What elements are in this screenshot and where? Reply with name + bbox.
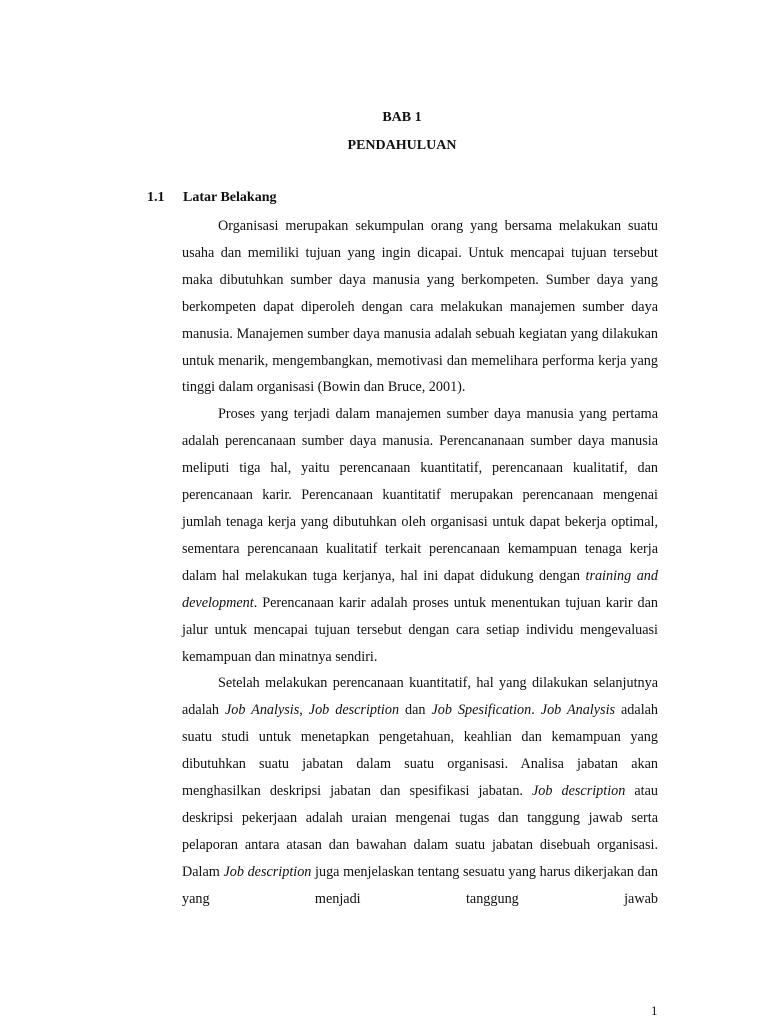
italic-term: Job description [223,863,312,880]
paragraph-2 [182,401,658,670]
paragraph-2-text-a: Proses yang terjadi dalam manajemen sumber daya manusia yang pertama adalah perencanaan sumber daya manusia. Perencananaan sumber daya manusia meliputi tiga hal, yaitu perencanaan kuantitatif, perencanaan kualitatif, dan perencanaan karir. Perencanaan kuantitatif merupakan perencanaan mengenai jumlah tenaga kerja yang dibutuhkan oleh organisasi untuk dapat bekerja optimal, sementara perencanaan kualitatif terkait perencanaan kemampuan tenaga kerja dalam hal melakukan tuga kerjanya, hal ini dapat didukung dengan [182,406,658,584]
paragraph-3-text-f: atau deskripsi pekerjaan adalah uraian mengenai tugas dan tanggung jawab serta pelaporan antara atasan dan bawahan dalam suatu jabatan disebuah organisasi. Dalam [182,783,658,880]
italic-term: Job Spesification [431,702,532,719]
chapter-title: PENDAHULUAN [347,138,457,153]
paragraph-3-text-c: dan [399,702,432,719]
italic-term: training and development [182,567,658,611]
paragraph-3-text-d: . [531,702,541,719]
italic-term: Job description [532,783,626,800]
body-text [182,213,658,913]
italic-term: Job Analysis [540,702,616,719]
chapter-label: BAB 1 [382,110,422,125]
paragraph-3 [182,670,658,912]
paragraph-2-text-b: . Perencanaan karir adalah proses untuk menentukan tujuan karir dan jalur untuk mencapai tujuan tersebut dengan cara setiap individu mengevaluasi kemampuan dan minatnya sendiri. [182,594,658,665]
paragraph-1: Organisasi merupakan sekumpulan orang yang bersama melakukan suatu usaha dan memiliki tujuan yang ingin dicapai. Untuk mencapai tujuan tersebut maka dibutuhkan sumber daya manusia yang berkompeten. Sumber daya yang berkompeten dapat diperoleh dengan cara melakukan manajemen sumber daya manusia. Manajemen sumber daya manusia adalah sebuah kegiatan yang dilakukan untuk menarik, mengembangkan, memotivasi dan memelihara performa kerja yang tinggi dalam organisasi (Bowin dan Bruce, 2001). [182,218,658,396]
page-number: 1 [651,1003,658,1018]
paragraph-3-text-a: Setelah melakukan perencanaan kuantitatif, hal yang dilakukan selanjutnya adalah [182,675,658,719]
section-title: Latar Belakang [183,190,277,205]
section-number: 1.1 [147,190,165,205]
paragraph-3-text-e: adalah suatu studi untuk menetapkan pengetahuan, keahlian dan kemampuan yang dibutuhkan suatu jabatan dalam suatu organisasi. Analisa jabatan akan menghasilkan deskripsi jabatan dan spesifikasi jabatan. [182,702,659,800]
section-heading [147,189,276,207]
italic-term: Job description [308,702,400,719]
paragraph-3-text-g: juga menjelaskan tentang sesuatu yang harus dikerjakan dan yang menjadi tanggung jawab [182,863,658,907]
paragraph-3-text-b: , [299,702,309,719]
italic-term: Job Analysis [224,702,300,719]
